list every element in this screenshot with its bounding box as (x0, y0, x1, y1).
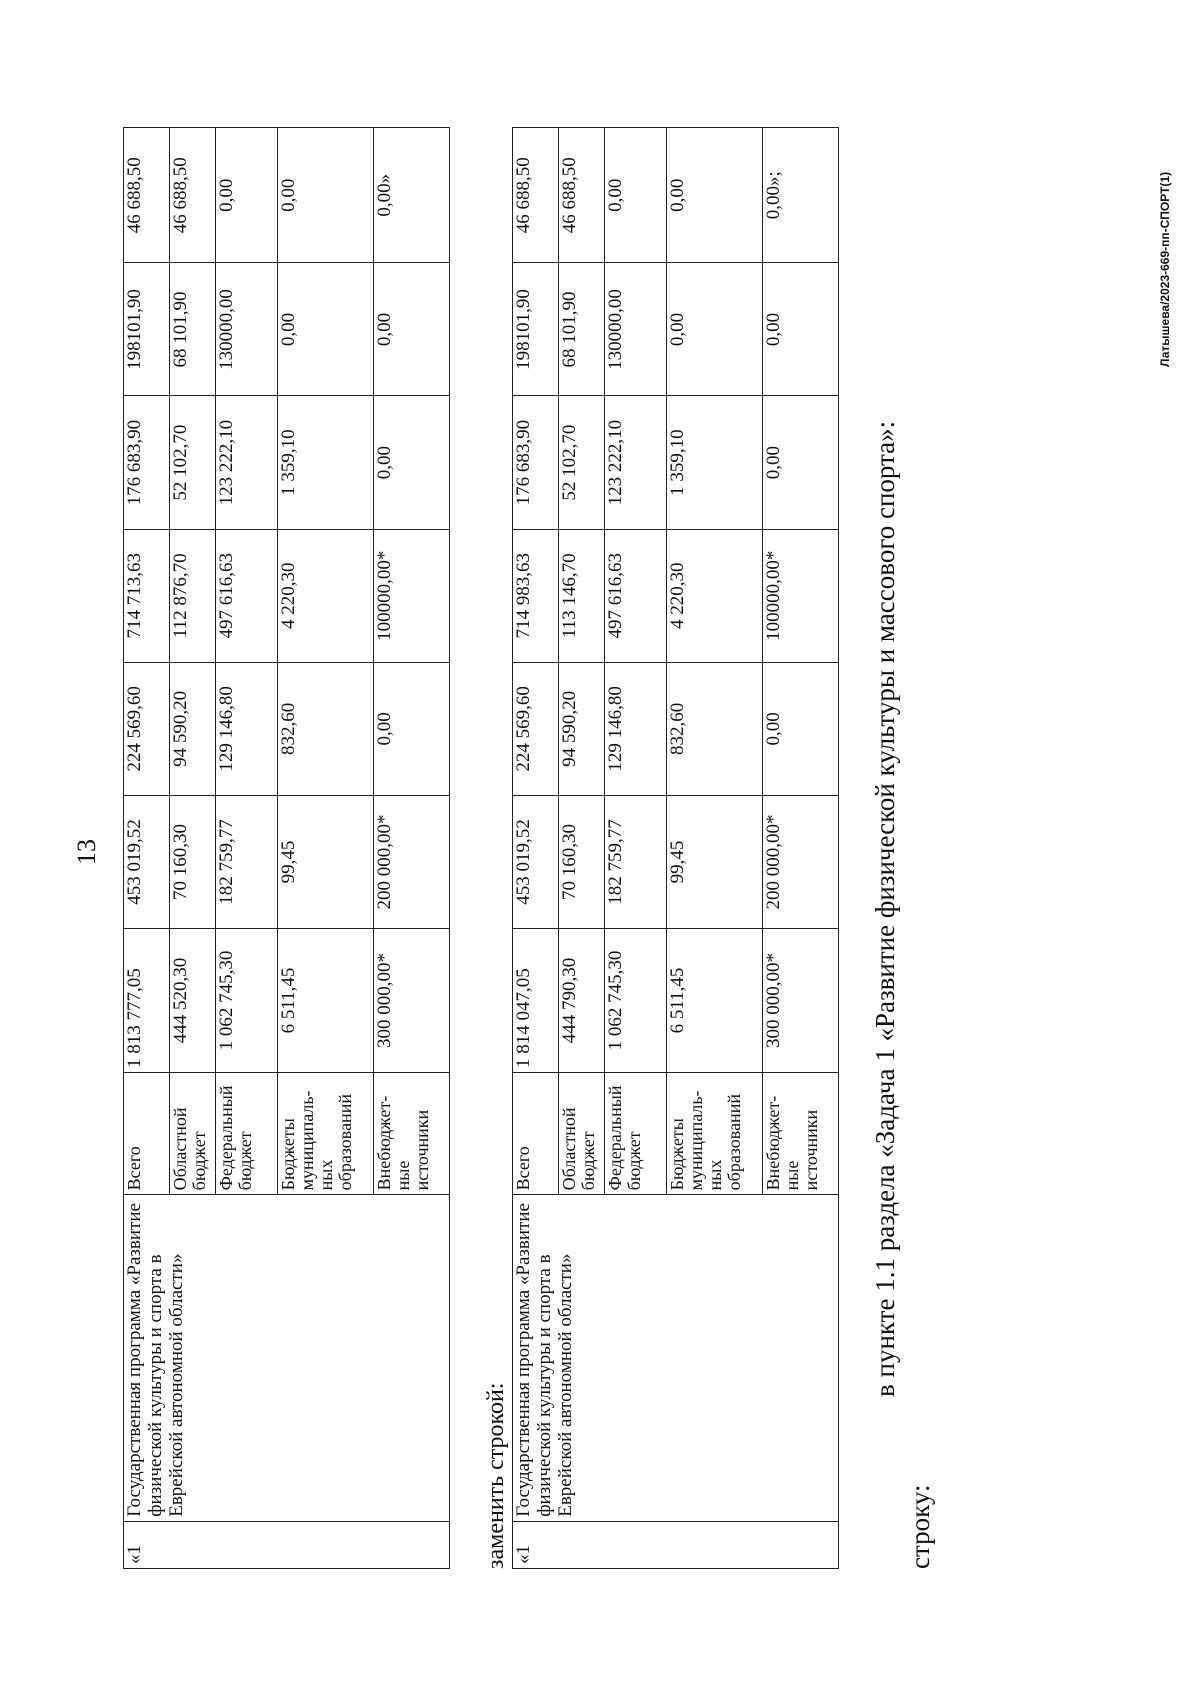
value-cell: 176 683,90 (124, 396, 170, 529)
value-cell: 4 220,30 (278, 529, 374, 662)
value-cell: 113 146,70 (559, 529, 605, 662)
value-cell: 123 222,10 (216, 396, 278, 529)
value-cell: 0,00 (667, 128, 763, 263)
value-cell: 70 160,30 (559, 795, 605, 928)
value-cell: 444 790,30 (559, 929, 605, 1073)
value-cell: 198101,90 (124, 263, 170, 396)
value-cell: 129 146,80 (605, 662, 667, 795)
value-cell: 94 590,20 (170, 662, 216, 795)
replace-instruction: заменить строкой: (483, 1382, 509, 1569)
value-cell: 0,00 (374, 662, 450, 795)
table-row (513, 128, 559, 1569)
value-cell: 0,00 (374, 396, 450, 529)
source-cell: Бюджеты муниципаль-ных образований (667, 1072, 763, 1194)
source-cell: Областной бюджет (559, 1072, 605, 1194)
value-cell: 0,00 (278, 128, 374, 263)
value-cell: 4 220,30 (667, 529, 763, 662)
value-cell: 68 101,90 (559, 263, 605, 396)
value-cell: 1 062 745,30 (605, 929, 667, 1073)
value-cell: 46 688,50 (559, 128, 605, 263)
value-cell: 52 102,70 (559, 396, 605, 529)
value-cell: 1 813 777,05 (124, 929, 170, 1073)
value-cell: 130000,00 (605, 263, 667, 396)
row-number-cell: «1 (513, 1521, 839, 1568)
value-cell: 100000,00* (374, 529, 450, 662)
funding-table-original (123, 127, 450, 1569)
value-cell: 0,00 (374, 263, 450, 396)
value-cell: 46 688,50 (124, 128, 170, 263)
value-cell: 182 759,77 (216, 795, 278, 928)
value-cell: 99,45 (667, 795, 763, 928)
value-cell: 182 759,77 (605, 795, 667, 928)
value-cell: 200 000,00* (763, 795, 839, 928)
row-number-cell: «1 (124, 1521, 450, 1568)
value-cell: 129 146,80 (216, 662, 278, 795)
value-cell: 0,00 (278, 263, 374, 396)
source-cell: Внебюджет-ные источники (374, 1072, 450, 1194)
source-cell: Внебюджет-ные источники (763, 1072, 839, 1194)
value-cell: 453 019,52 (124, 795, 170, 928)
page-number: 13 (72, 839, 101, 865)
amendment-paragraph-continuation: строку: (905, 1484, 935, 1569)
value-cell: 6 511,45 (278, 929, 374, 1073)
value-cell: 70 160,30 (170, 795, 216, 928)
program-name-cell: Государственная программа «Развитие физической культуры и спорта в Еврейской автономной области» (124, 1195, 450, 1521)
value-cell: 224 569,60 (513, 662, 559, 795)
value-cell: 6 511,45 (667, 929, 763, 1073)
value-cell: 832,60 (667, 662, 763, 795)
source-cell: Областной бюджет (170, 1072, 216, 1194)
value-cell: 0,00»; (763, 128, 839, 263)
value-cell: 46 688,50 (170, 128, 216, 263)
value-cell: 1 062 745,30 (216, 929, 278, 1073)
funding-table-replacement (512, 127, 839, 1569)
value-cell: 453 019,52 (513, 795, 559, 928)
value-cell: 0,00 (763, 662, 839, 795)
value-cell: 198101,90 (513, 263, 559, 396)
document-code: Латышева/2023-669-пп-СПОРТ(1) (1158, 171, 1172, 367)
value-cell: 444 520,30 (170, 929, 216, 1073)
value-cell: 300 000,00* (763, 929, 839, 1073)
value-cell: 176 683,90 (513, 396, 559, 529)
program-name-cell: Государственная программа «Развитие физической культуры и спорта в Еврейской автономной области» (513, 1195, 839, 1521)
value-cell: 130000,00 (216, 263, 278, 396)
value-cell: 99,45 (278, 795, 374, 928)
value-cell: 0,00 (763, 263, 839, 396)
source-cell: Федеральный бюджет (216, 1072, 278, 1194)
value-cell: 0,00 (667, 263, 763, 396)
value-cell: 200 000,00* (374, 795, 450, 928)
value-cell: 497 616,63 (216, 529, 278, 662)
source-cell: Всего (124, 1072, 170, 1194)
value-cell: 0,00 (216, 128, 278, 263)
value-cell: 68 101,90 (170, 263, 216, 396)
value-cell: 100000,00* (763, 529, 839, 662)
value-cell: 94 590,20 (559, 662, 605, 795)
value-cell: 300 000,00* (374, 929, 450, 1073)
value-cell: 1 359,10 (667, 396, 763, 529)
value-cell: 0,00 (605, 128, 667, 263)
value-cell: 1 359,10 (278, 396, 374, 529)
value-cell: 52 102,70 (170, 396, 216, 529)
source-cell: Бюджеты муниципаль-ных образований (278, 1072, 374, 1194)
value-cell: 1 814 047,05 (513, 929, 559, 1073)
value-cell: 112 876,70 (170, 529, 216, 662)
amendment-paragraph: в пункте 1.1 раздела «Задача 1 «Развитие физической культуры и массового спорта»: (870, 420, 900, 1397)
value-cell: 224 569,60 (124, 662, 170, 795)
value-cell: 832,60 (278, 662, 374, 795)
value-cell: 497 616,63 (605, 529, 667, 662)
table-row (124, 128, 170, 1569)
source-cell: Всего (513, 1072, 559, 1194)
value-cell: 0,00» (374, 128, 450, 263)
value-cell: 123 222,10 (605, 396, 667, 529)
value-cell: 46 688,50 (513, 128, 559, 263)
value-cell: 0,00 (763, 396, 839, 529)
source-cell: Федеральный бюджет (605, 1072, 667, 1194)
value-cell: 714 983,63 (513, 529, 559, 662)
value-cell: 714 713,63 (124, 529, 170, 662)
